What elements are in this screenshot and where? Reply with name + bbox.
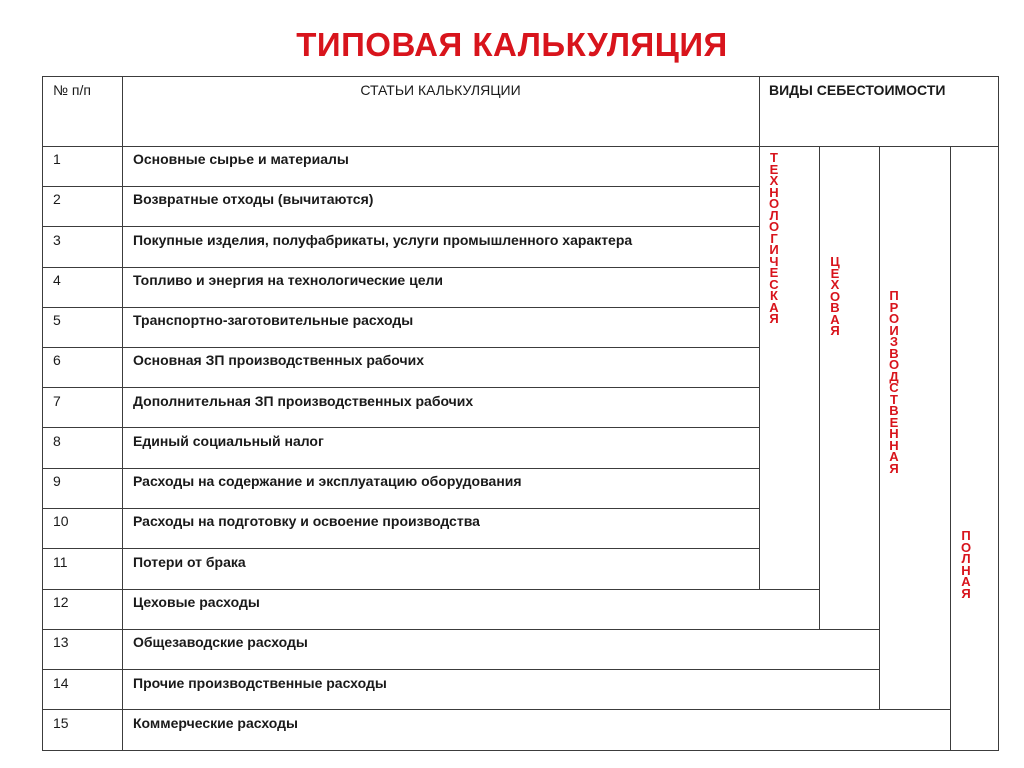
row-label: Потери от брака [133, 554, 246, 570]
cost-type-letter: С [769, 276, 779, 292]
cost-type-letter: Х [769, 173, 779, 188]
cost-type-production [885, 290, 903, 474]
cost-type-letter: О [829, 288, 841, 304]
row-label: Общезаводские расходы [133, 634, 308, 650]
cost-type-full [957, 530, 975, 599]
row-num: 2 [53, 191, 61, 207]
cost-type-letter: Т [770, 150, 778, 165]
cost-type-letter: А [961, 574, 971, 589]
num-col-divider [122, 76, 123, 751]
cost-type-letter: Н [889, 426, 899, 441]
row-label: Транспортно-заготовительные расходы [133, 312, 414, 328]
cost-type-letter: Д [889, 368, 899, 384]
cost-type-letter: П [889, 288, 899, 303]
cost-type-letter: Я [769, 311, 779, 326]
row-num: 5 [53, 312, 61, 328]
cost-type-letter: Н [961, 562, 971, 578]
row-label: Основные сырье и материалы [133, 151, 349, 167]
row-num: 6 [53, 352, 61, 368]
table-border-bottom [42, 750, 999, 751]
row-label: Дополнительная ЗП производственных рабочих [133, 393, 474, 409]
row-label: Коммерческие расходы [133, 715, 299, 731]
header-border-bottom [42, 146, 999, 147]
cost-type-letter: Н [769, 184, 779, 200]
header-cost-types: ВИДЫ СЕБЕСТОИМОСТИ [769, 82, 946, 98]
cost-type-letter: Ч [769, 253, 779, 269]
row-num: 14 [53, 675, 69, 691]
header-types-divider [759, 76, 760, 147]
cost-type-letter: И [889, 322, 899, 338]
row-num: 9 [53, 473, 61, 489]
shop-col-left [819, 146, 820, 630]
cost-type-letter: А [830, 311, 840, 327]
row-label: Расходы на подготовку и освоение производства [133, 513, 480, 529]
cost-type-technological [765, 152, 783, 325]
cost-type-letter: В [830, 300, 840, 315]
cost-type-letter: А [889, 449, 899, 464]
header-num: № п/п [53, 82, 91, 98]
row-label: Покупные изделия, полуфабрикаты, услуги промышленного характера [133, 232, 633, 248]
row-label: Прочие производственные расходы [133, 675, 387, 691]
cost-type-letter: Я [889, 460, 899, 476]
cost-type-letter: Н [889, 437, 899, 453]
table-border-top [42, 76, 999, 77]
cost-type-letter: К [770, 288, 778, 303]
cost-type-letter: Ц [830, 254, 840, 269]
row-label: Расходы на содержание и эксплуатацию оборудования [133, 473, 522, 489]
row-num: 8 [53, 433, 61, 449]
row-num: 15 [53, 715, 69, 731]
cost-type-letter: В [889, 345, 899, 361]
cost-type-letter: Х [830, 277, 840, 292]
row-label: Цеховые расходы [133, 594, 260, 610]
cost-type-letter: О [888, 357, 900, 372]
cost-type-letter: Л [961, 551, 971, 566]
row-num: 4 [53, 272, 61, 288]
row-num: 1 [53, 151, 61, 167]
cost-type-letter: Е [830, 265, 840, 281]
page-title: ТИПОВАЯ КАЛЬКУЛЯЦИЯ [296, 26, 728, 63]
cost-type-letter: Е [769, 161, 779, 177]
cost-type-letter: Е [889, 414, 899, 430]
cost-type-letter: П [961, 528, 971, 543]
cost-type-letter: Я [830, 323, 840, 338]
cost-type-letter: В [889, 403, 899, 418]
cost-type-letter: И [769, 242, 779, 257]
cost-type-letter: З [889, 334, 899, 349]
header-items: СТАТЬИ КАЛЬКУЛЯЦИИ [360, 82, 521, 98]
cost-type-shop [826, 256, 844, 337]
cost-type-letter: О [888, 311, 900, 326]
cost-type-letter: О [768, 219, 780, 234]
row-num: 11 [53, 554, 68, 570]
prod-col-left [879, 146, 880, 710]
row-num: 7 [53, 393, 61, 409]
row-num: 10 [53, 513, 69, 529]
cost-type-letter: С [889, 380, 899, 395]
cost-type-letter: Е [769, 265, 779, 280]
cost-type-letter: Я [961, 585, 971, 601]
cost-type-letter: Р [889, 299, 899, 315]
cost-type-letter: Т [890, 391, 898, 407]
cost-type-letter: А [769, 299, 779, 315]
cost-type-letter: О [960, 539, 972, 555]
table-border-left [42, 76, 43, 751]
row-label: Основная ЗП производственных рабочих [133, 352, 425, 368]
row-label: Единый социальный налог [133, 433, 324, 449]
row-label: Топливо и энергия на технологические цели [133, 272, 443, 288]
full-col-left [950, 146, 951, 751]
table-border-right [998, 76, 999, 751]
row-num: 13 [53, 634, 69, 650]
cost-type-letter: Л [769, 207, 779, 223]
cost-type-letter: О [768, 196, 780, 211]
row-label: Возвратные отходы (вычитаются) [133, 191, 374, 207]
tech-col-left [759, 146, 760, 590]
row-num: 3 [53, 232, 61, 248]
row-num: 12 [53, 594, 69, 610]
cost-type-letter: Г [770, 230, 778, 246]
